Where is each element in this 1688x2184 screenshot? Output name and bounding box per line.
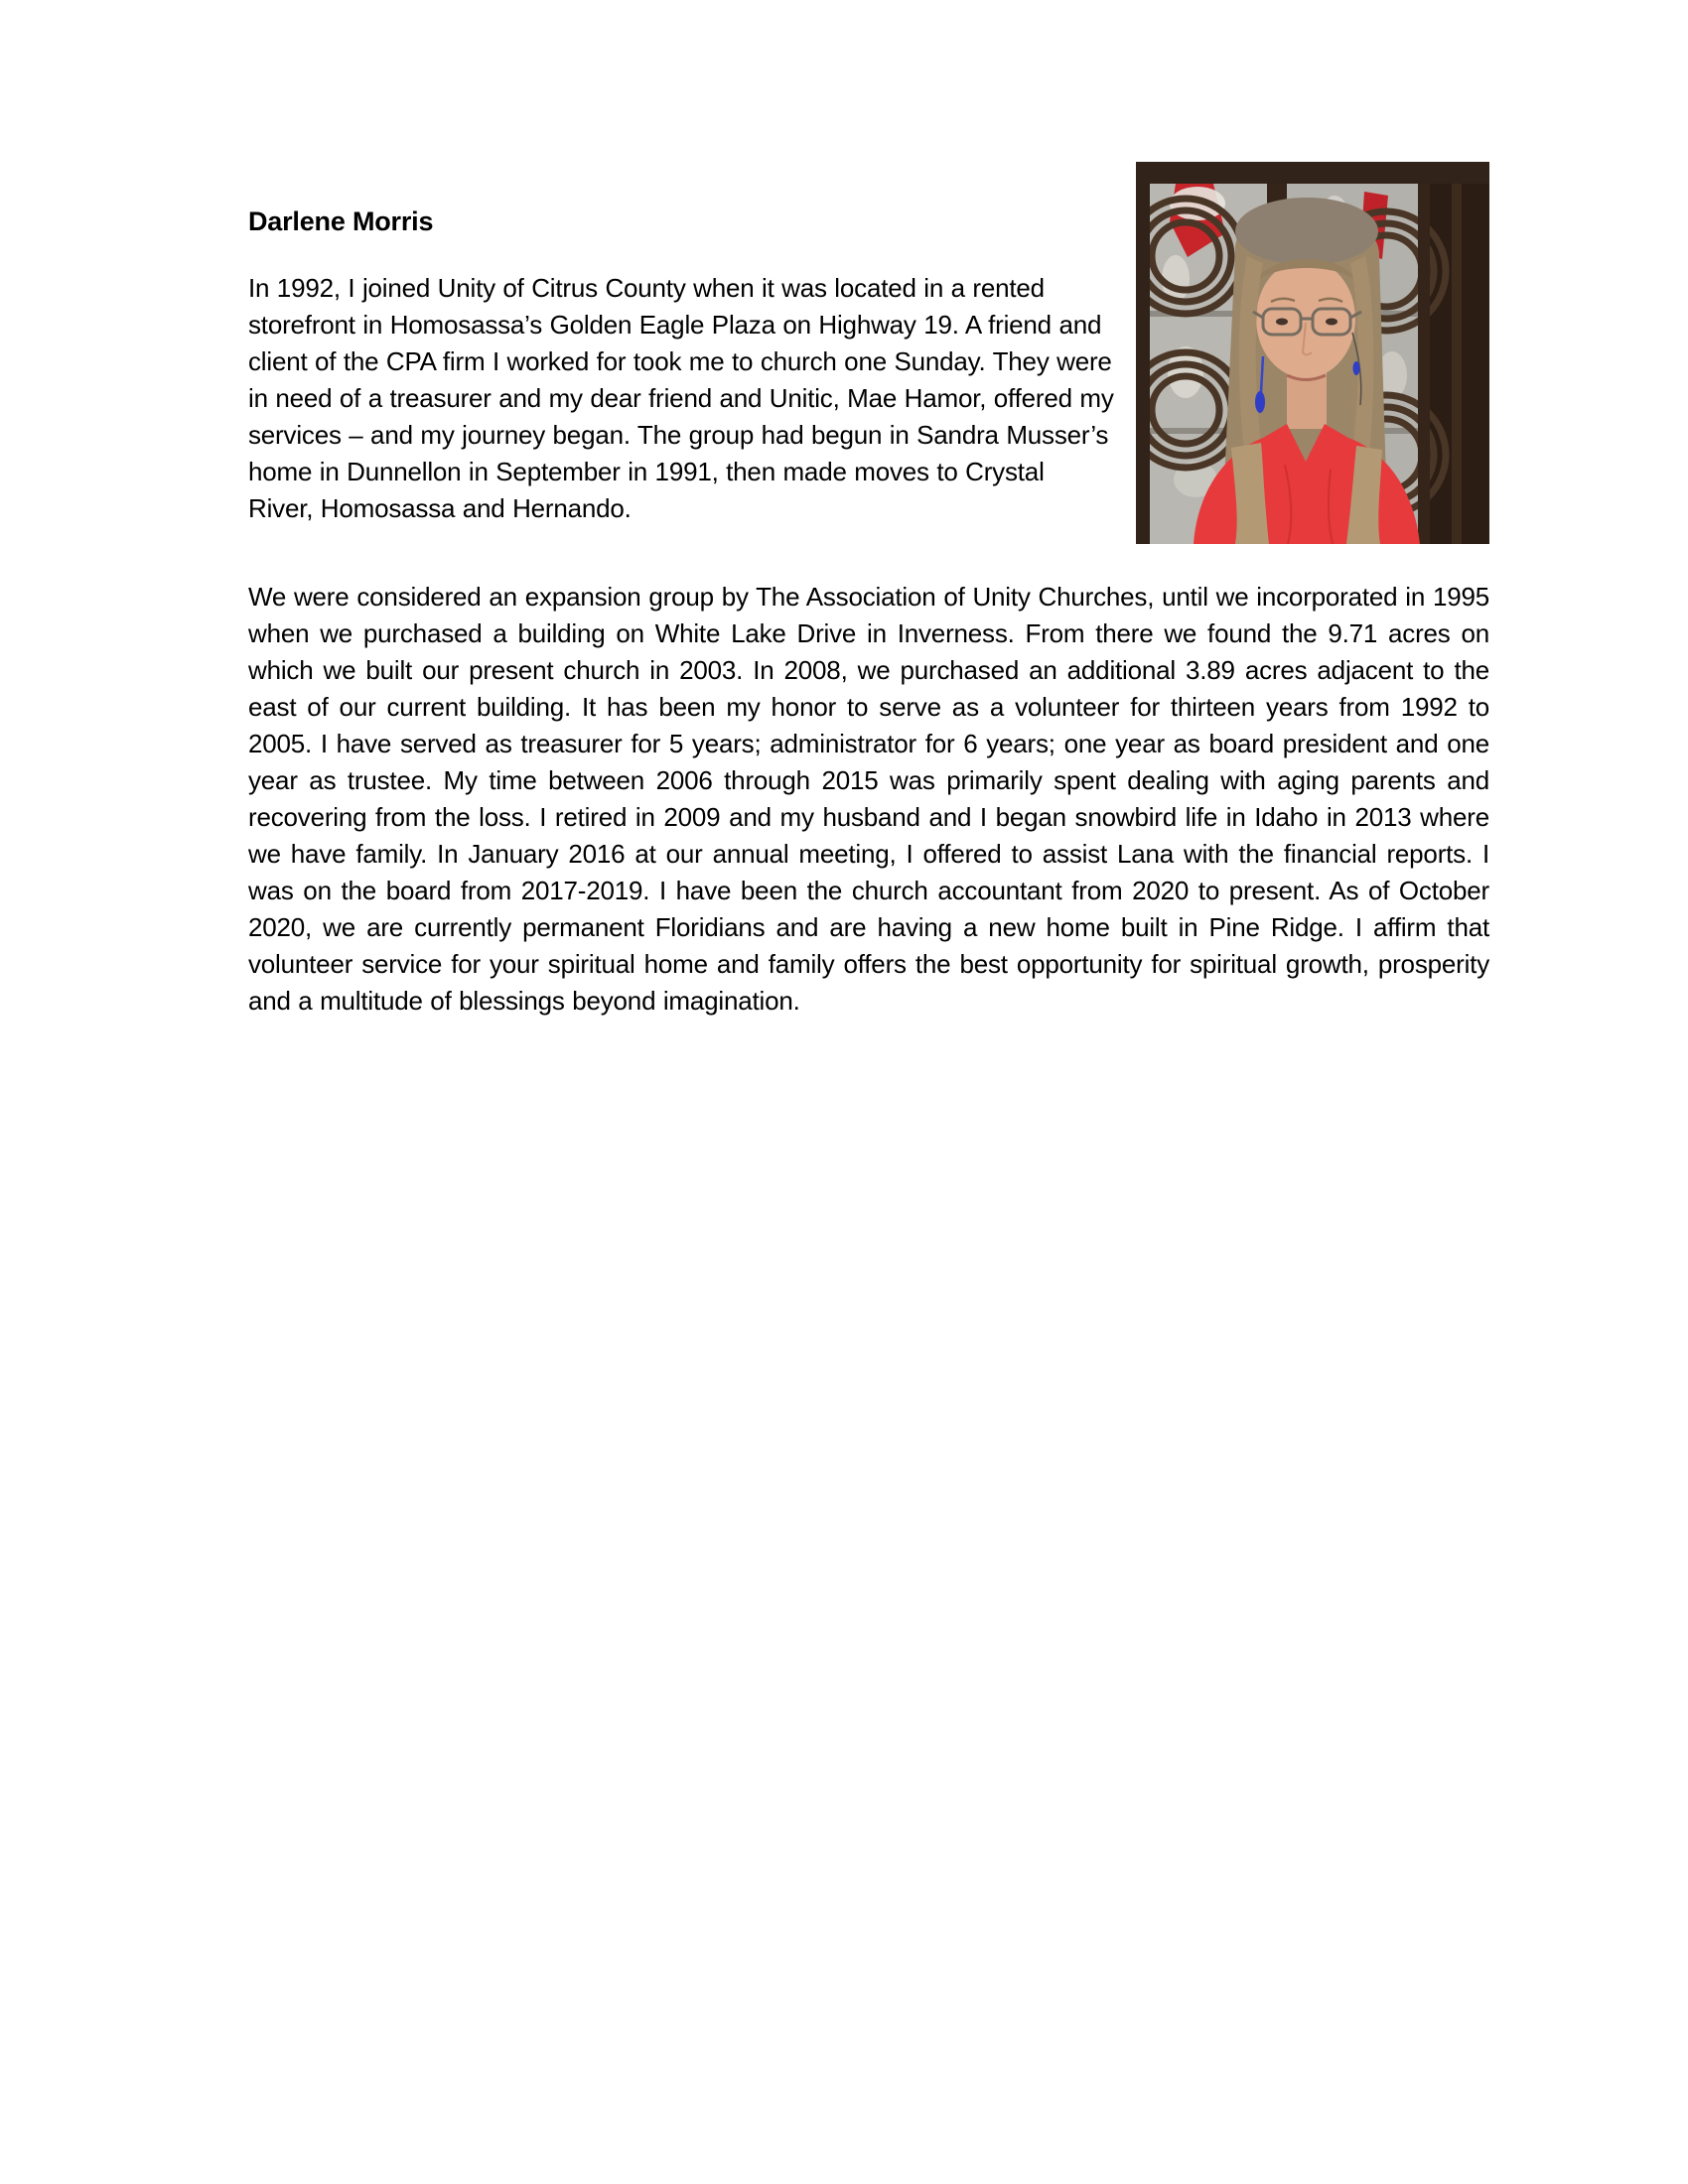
- bio-paragraph-1: In 1992, I joined Unity of Citrus County when it was located in a rented storefront in Homosassa’s Golden Eagle Plaza on Highway 19. A friend and client of the CPA firm I worked for took me to church one Sunday. They were in need of a treasurer and my dear friend and Unitic, Mae Hamor, offered my services – and my journey began. The group had begun in Sandra Musser’s home in Dunnellon in September in 1991, then made moves to Crystal River, Homosassa and Hernando.: [248, 273, 1114, 523]
- page-title: Darlene Morris: [248, 206, 434, 236]
- portrait-photo: [1136, 162, 1489, 544]
- portrait-photo-graphic: [1136, 162, 1489, 544]
- document-content: [248, 162, 1489, 1020]
- bio-paragraph-2: We were considered an expansion group by The Association of Unity Churches, until we incorporated in 1995 when we purchased a building on White Lake Drive in Inverness. From there we found the 9.71 acres on which we built our present church in 2003. In 2008, we purchased an additional 3.89 acres adjacent to the east of our current building. It has been my honor to serve as a volunteer for thirteen years from 1992 to 2005. I have served as treasurer for 5 years; administrator for 6 years; one year as board president and one year as trustee. My time between 2006 through 2015 was primarily spent dealing with aging parents and recovering from the loss. I retired in 2009 and my husband and I began snowbird life in Idaho in 2013 where we have family. In January 2016 at our annual meeting, I offered to assist Lana with the financial reports. I was on the board from 2017-2019. I have been the church accountant from 2020 to present. As of October 2020, we are currently permanent Floridians and are having a new home built in Pine Ridge. I affirm that volunteer service for your spiritual home and family offers the best opportunity for spiritual growth, prosperity and a multitude of blessings beyond imagination.: [248, 582, 1489, 1016]
